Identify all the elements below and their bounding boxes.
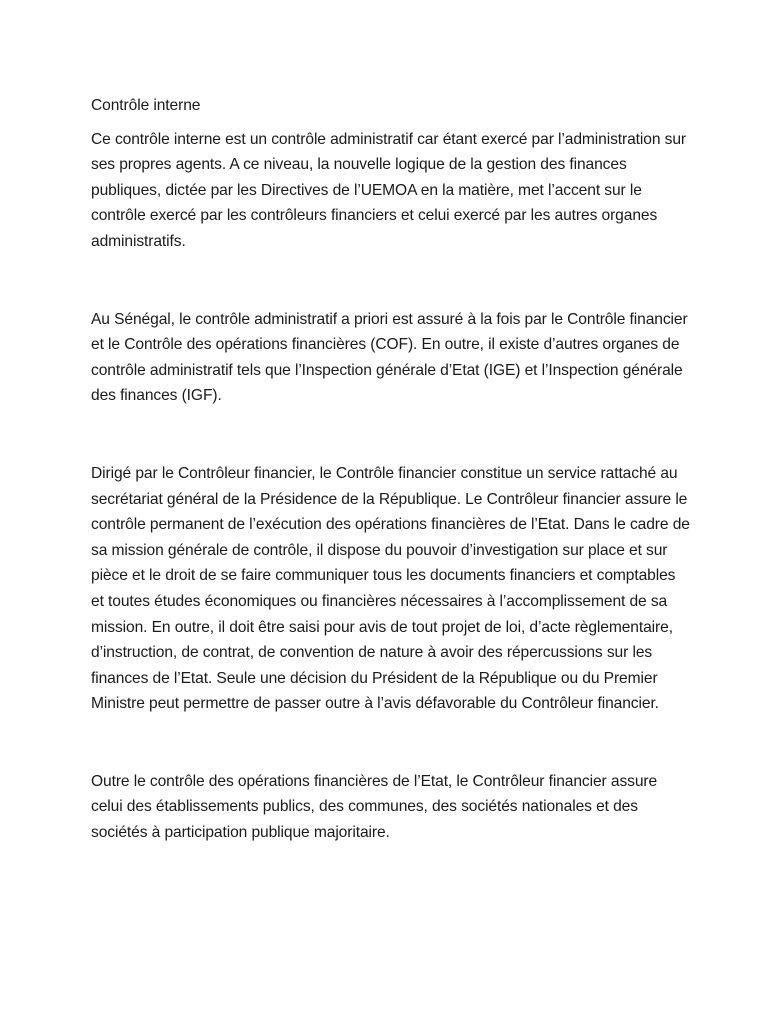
section-title: Contrôle interne xyxy=(91,97,201,114)
paragraph-spacer xyxy=(91,717,691,769)
paragraph-financial-controller: Dirigé par le Contrôleur financier, le Contrôle financier constitue un service rattaché au secrétariat général de la Présidence de la République. Le Contrôleur financier assure le contrôle permanent de l’exécution des opérations financières de l’Etat. Dans le cadre de sa mission générale de contrôle, il dispose du pouvoir d’investigation sur place et sur pièce et le droit de se faire communiquer tous les documents financiers et comptables et toutes études économiques ou financières nécessaires à l’accomplissement de sa mission. En outre, il doit être saisi pour avis de tout projet de loi, d’acte règlementaire, d’instruction, de contrat, de convention de nature à avoir des répercussions sur les finances de l’Etat. Seule une décision du Président de la République ou du Premier Ministre peut permettre de passer outre à l’avis défavorable du Contrôleur financier. xyxy=(91,464,690,713)
paragraph-spacer xyxy=(91,409,691,461)
document-body xyxy=(91,93,691,846)
paragraph-spacer xyxy=(91,255,691,307)
paragraph-senegal-control: Au Sénégal, le contrôle administratif a priori est assuré à la fois par le Contrôle financier et le Contrôle des opérations financières (COF). En outre, il existe d’autres organes de contrôle administratif tels que l’Inspection générale d’Etat (IGE) et l’Inspection générale des finances (IGF). xyxy=(91,310,688,405)
paragraph-other-entities: Outre le contrôle des opérations financières de l’Etat, le Contrôleur financier assure celui des établissements publics, des communes, des sociétés nationales et des sociétés à participation publique majoritaire. xyxy=(91,772,658,842)
paragraph-internal-control: Ce contrôle interne est un contrôle administratif car étant exercé par l’administration sur ses propres agents. A ce niveau, la nouvelle logique de la gestion des finances publiques, dictée par les Directives de l’UEMOA en la matière, met l’accent sur le contrôle exercé par les contrôleurs financiers et celui exercé par les autres organes administratifs. xyxy=(91,130,687,250)
